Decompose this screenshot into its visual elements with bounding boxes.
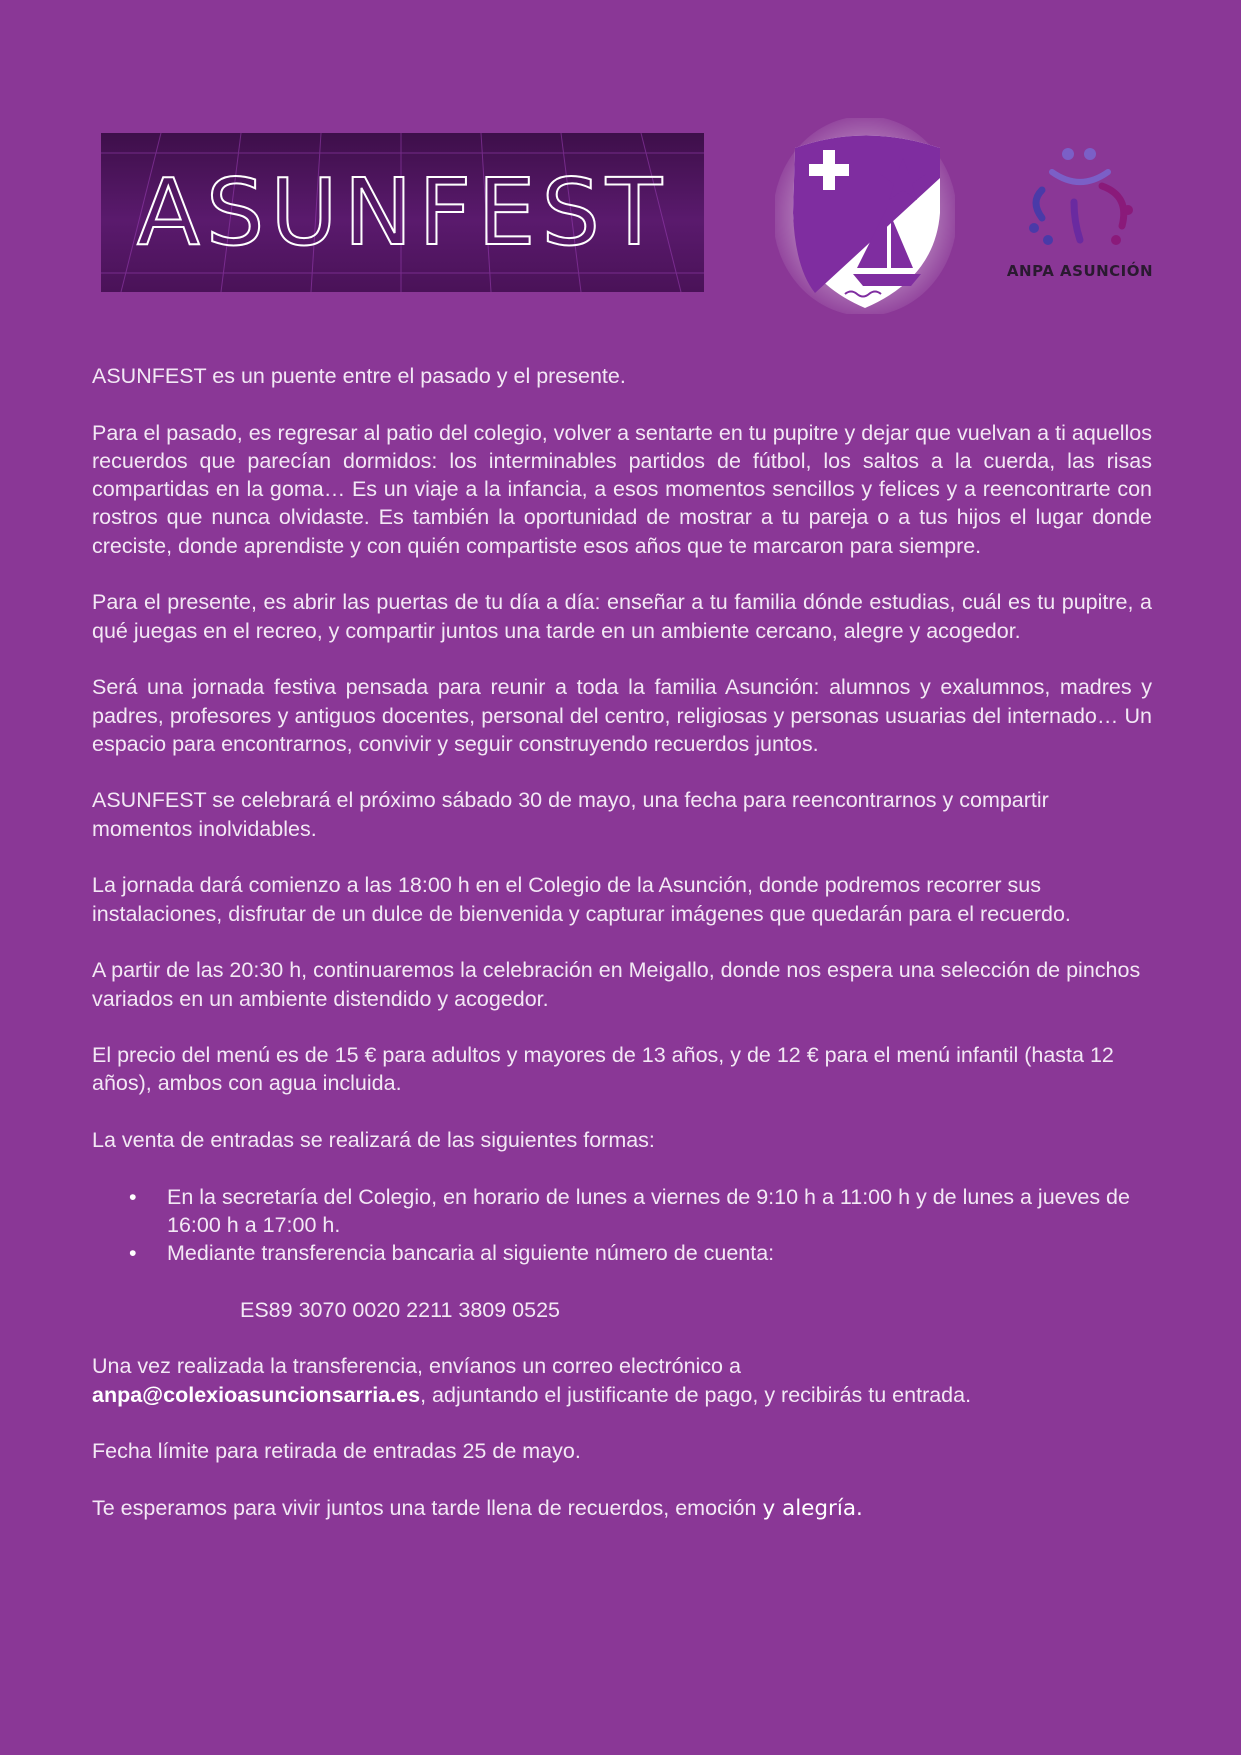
asunfest-banner — [101, 133, 704, 292]
list-item: • Mediante transferencia bancaria al siguiente número de cuenta: — [167, 1239, 1152, 1267]
price-paragraph: El precio del menú es de 15 € para adultos y mayores de 13 años, y de 12 € para el menú infantil (hasta 12 años), ambos con agua incluida. — [92, 1043, 1114, 1096]
closing-text-start: Te esperamos para vivir juntos una tarde llena de recuerdos, emoción — [92, 1495, 757, 1520]
closing-text-end: y alegría. — [762, 1495, 863, 1521]
school-shield-icon — [775, 118, 955, 314]
event-paragraph: Será una jornada festiva pensada para reunir a toda la familia Asunción: alumnos y exalumnos, madres y padres, profesores y antiguos docentes, personal del centro, religiosas y personas usuarias del internado… Un espacio para encontrarnos, convivir y seguir construyendo recuerdos juntos. — [92, 675, 1152, 756]
flyer-body — [92, 362, 1152, 1551]
transfer-text-start: Una vez realizada la transferencia, envíanos un correo electrónico a — [92, 1354, 741, 1379]
transfer-text-end: , adjuntando el justificante de pago, y recibirás tu entrada. — [420, 1382, 972, 1407]
list-item: • En la secretaría del Colegio, en horario de lunes a viernes de 9:10 h a 11:00 h y de lunes a jueves de 16:00 h a 17:00 h. — [167, 1183, 1152, 1240]
past-paragraph: Para el pasado, es regresar al patio del colegio, volver a sentarte en tu pupitre y dejar que vuelvan a ti aquellos recuerdos que parecían dormidos: los interminables partidos de fútbol, los saltos a la cuerda, las risas compartidas en la goma… Es un viaje a la infancia, a esos momentos sencillos y felices y a reencontrarte con rostros que nunca olvidaste. Es también la oportunidad de mostrar a tu pareja o a tus hijos el lugar donde creciste, donde aprendiste y con quién compartiste esos años que te marcaron para siempre. — [92, 420, 1152, 558]
transfer-paragraph — [92, 1352, 1152, 1409]
ticket-methods-list — [92, 1183, 1152, 1268]
anpa-logo-label: ANPA ASUNCIÓN — [1006, 262, 1154, 280]
deadline-paragraph: Fecha límite para retirada de entradas 25 de mayo. — [92, 1439, 581, 1464]
closing-paragraph — [92, 1494, 1152, 1523]
bank-account-number: ES89 3070 0020 2211 3809 0525 — [240, 1297, 561, 1322]
present-paragraph: Para el presente, es abrir las puertas de tu día a día: enseñar a tu familia dónde estudias, cuál es tu pupitre, a qué juegas en el recreo, y compartir juntos una tarde en un ambiente cercano, alegre y acogedor. — [92, 590, 1152, 643]
intro-paragraph: ASUNFEST es un puente entre el pasado y el presente. — [92, 364, 626, 388]
date-paragraph: ASUNFEST se celebrará el próximo sábado 30 de mayo, una fecha para reencontrarnos y compartir momentos inolvidables. — [92, 788, 1049, 841]
schedule-paragraph: La jornada dará comienzo a las 18:00 h en el Colegio de la Asunción, donde podremos recorrer sus instalaciones, disfrutar de un dulce de bienvenida y capturar imágenes que quedarán para el recuerdo. — [92, 873, 1071, 926]
tickets-intro-paragraph: La venta de entradas se realizará de las siguientes formas: — [92, 1128, 655, 1153]
dinner-paragraph: A partir de las 20:30 h, continuaremos la celebración en Meigallo, donde nos espera una selección de pinchos variados en un ambiente distendido y acogedor. — [92, 958, 1141, 1011]
contact-email-link[interactable]: anpa@colexioasuncionsarria.es — [92, 1382, 421, 1407]
banner-title: ASUNFEST — [136, 159, 669, 266]
